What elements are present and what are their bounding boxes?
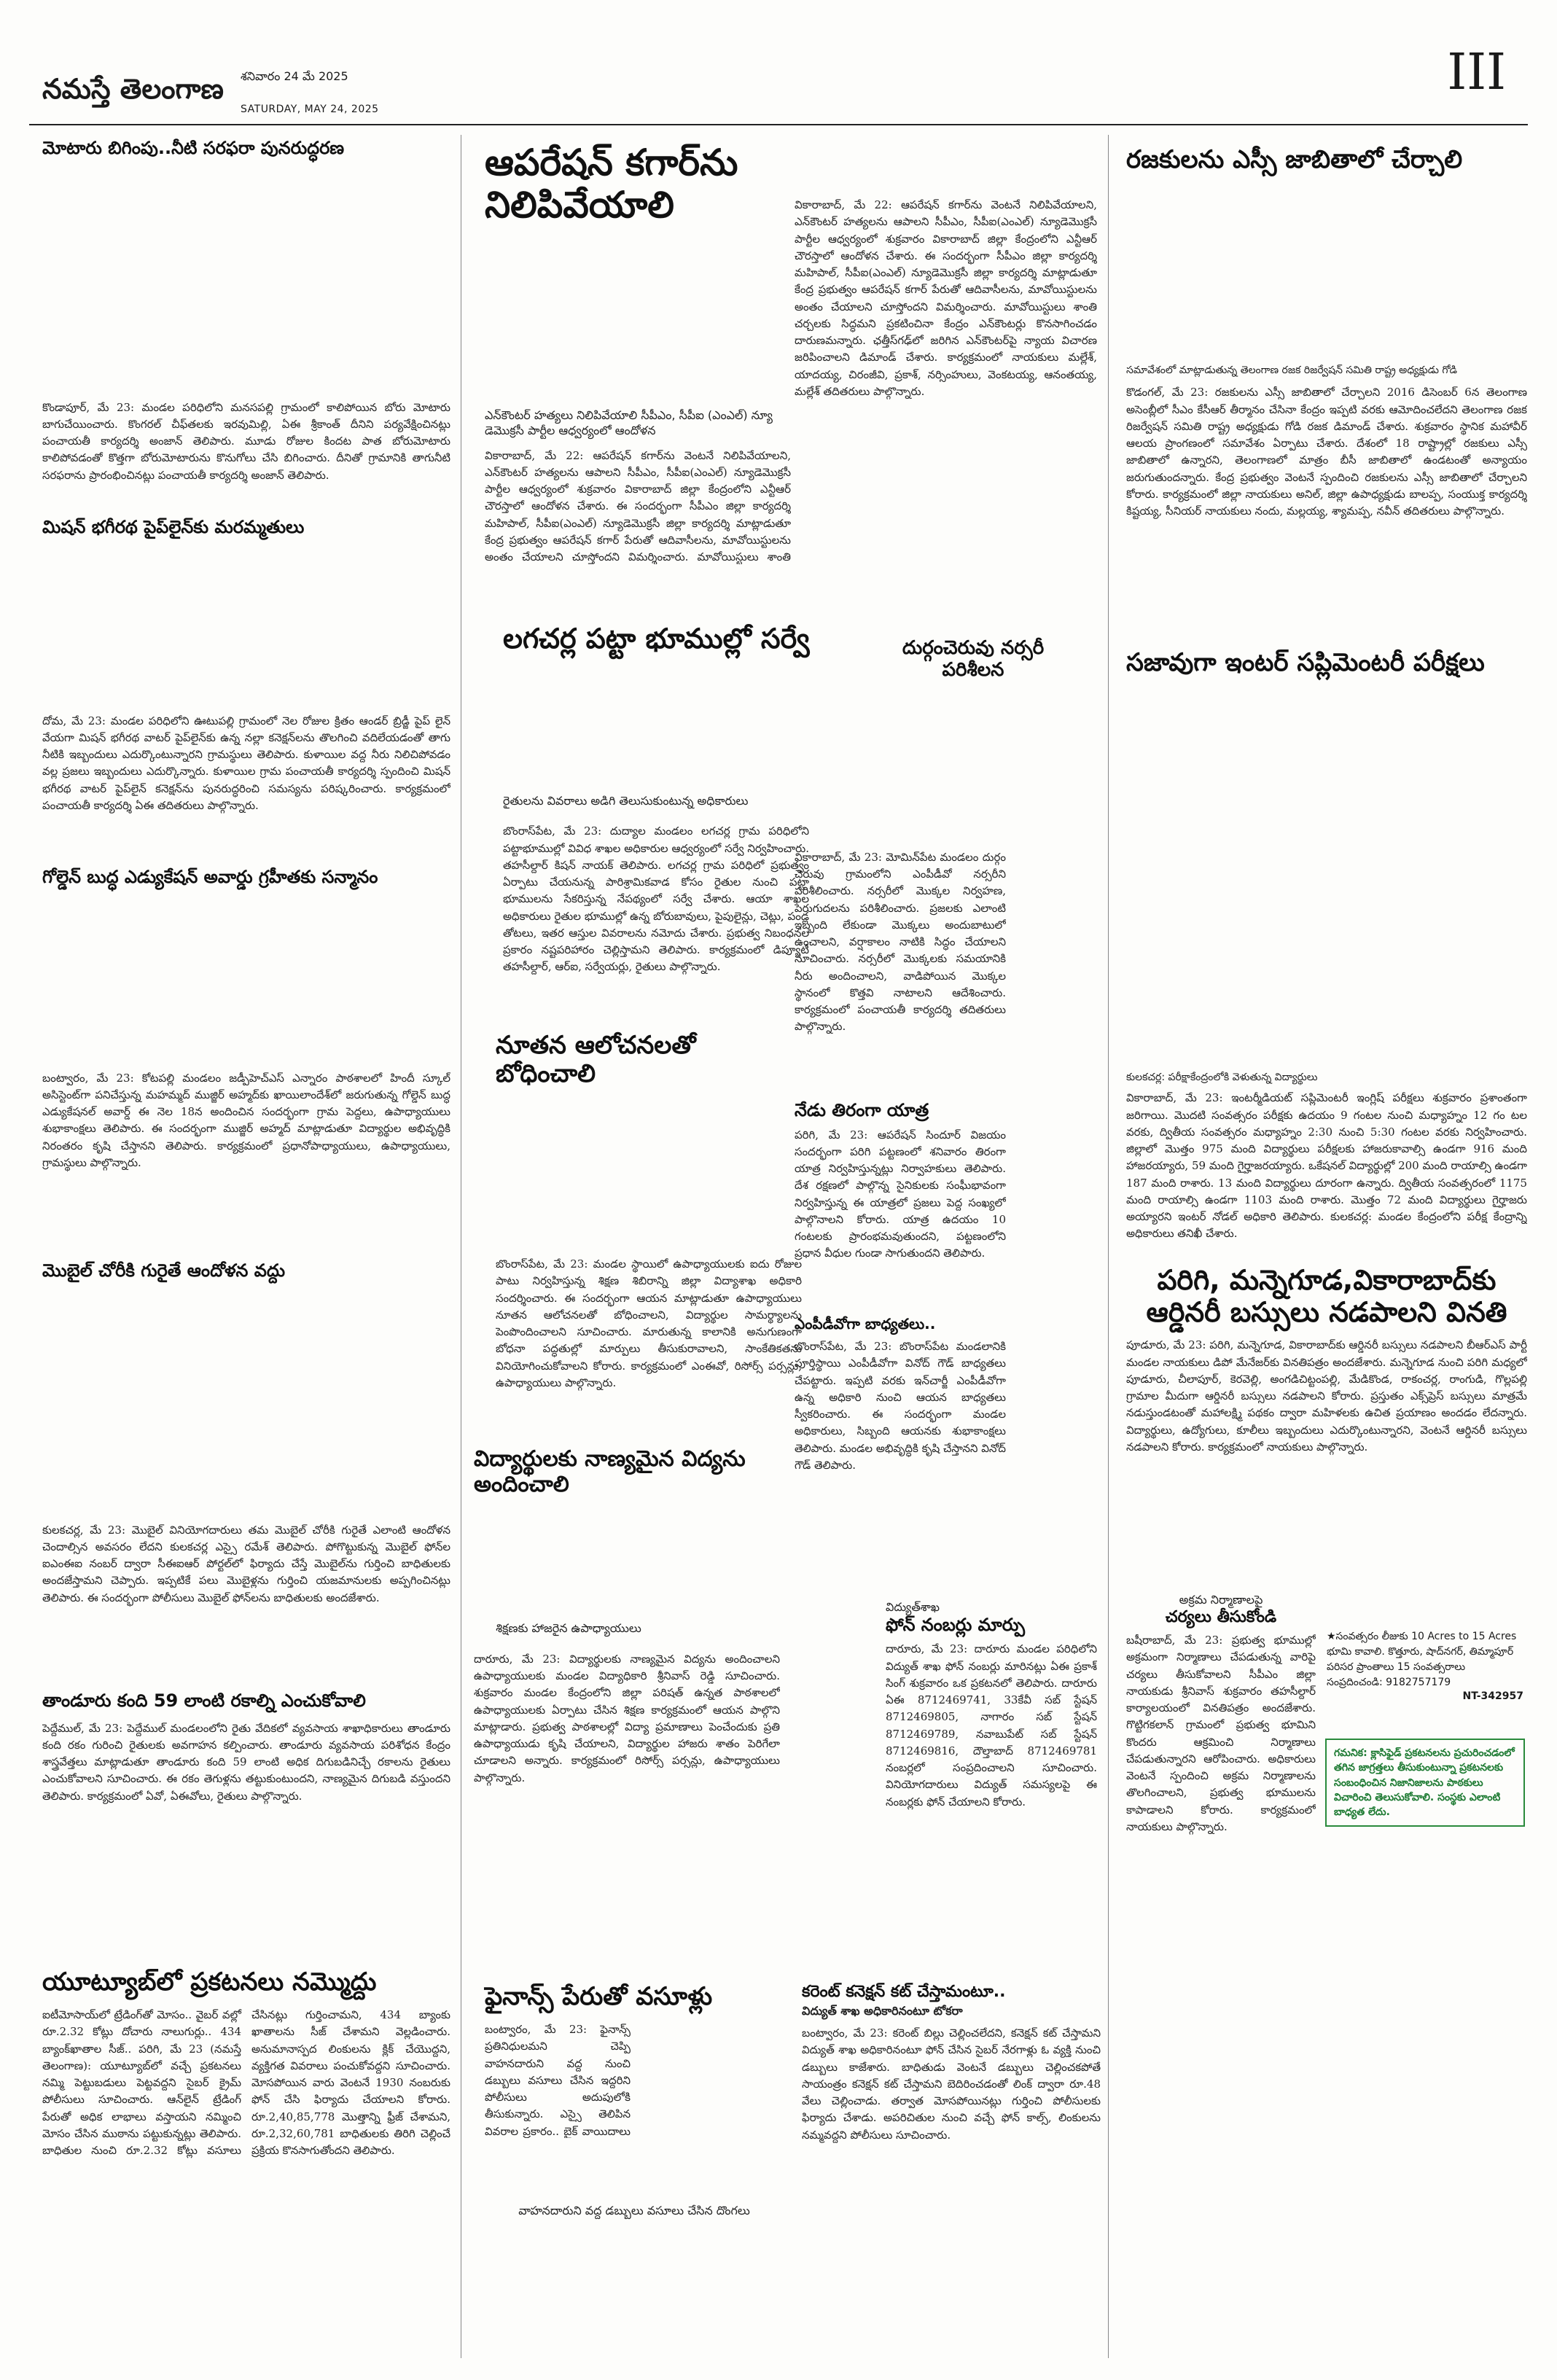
article-durgam-nursery [795, 638, 1086, 1061]
masthead-date-telugu: శనివారం 24 మే 2025 [241, 69, 348, 83]
article-mpdo-charge [795, 1316, 1006, 1586]
headline: పరిగి, మన్నెగూడ,వికారాబాద్‌కు ఆర్డినరీ బస్సులు నడపాలని వినతి [1146, 1264, 1507, 1328]
classified-ad [1327, 1629, 1523, 1702]
article-body: బొంరాస్‌పేట, మే 23: బొంరాస్‌పేట మండలానికి పూర్తిస్థాయి ఎంపీడీవోగా వినోద్‌ గౌడ్‌ బాధ్యతలు చేపట్టారు. ఇప్పటి వరకు ఇన్‌చార్జీ ఎంపీడీవోగా ఉన్న అధికారి నుంచి ఆయన బాధ్యతలు స్వీకరించారు. ఈ సందర్భంగా మండల అధికారులు, సిబ్బంది ఆయనకు శుభాకాంక్షలు తెలిపారు. మండల అభివృద్ధికి కృషి చేస్తానని వినోద్‌ గౌడ్‌ తెలిపారు. [795, 1340, 1006, 1472]
article-inter-supplementary-exams [1126, 649, 1527, 1301]
page-number: III [1447, 44, 1506, 101]
photo-caption: రైతులను వివరాలు అడిగి తెలుసుకుంటున్న అధికారులు [503, 793, 749, 808]
article-body: వికారాబాద్‌, మే 22: ఆపరేషన్‌ కగార్‌ను వెంటనే నిలిపివేయాలని, ఎన్‌కౌంటర్‌ హత్యలను ఆపాలని సీపీఎం, సీపీఐ(ఎంఎల్‌) న్యూడెమొక్రసీ పార్టీల ఆధ్వర్యంలో శుక్రవారం వికారాబాద్‌ జిల్లా కేంద్రంలోని ఎన్టీఆర్‌ చౌరస్తాలో ఆందోళన చేశారు. ఈ సందర్భంగా సీపీఎం జిల్లా కార్యదర్శి మహిపాల్‌, సీపీఐ(ఎంఎల్‌) న్యూడెమొక్రసీ జిల్లా కార్యదర్శి మాట్లాడుతూ కేంద్ర ప్రభుత్వం ఆపరేషన్‌ కగార్‌ పేరుతో ఆదివాసీలను, మావోయిస్టులను అంతం చేయాలని చూస్తోందని విమర్శించారు. మావోయిస్టులు శాంతి [485, 448, 791, 564]
headline: విద్యార్థులకు నాణ్యమైన విద్యను అందించాలి [474, 1446, 746, 1497]
article-new-ideas-teaching [496, 1031, 802, 1409]
article-body: వికారాబాద్‌, మే 23: మోమిన్‌పేట మండలం దుర్గం చెరువు గ్రామంలోని ఎంపీడీవో నర్సరీని పరిశీలించారు. నర్సరీలో మొక్కల నిర్వహణ, పెరుగుదలను పరిశీలించారు. ప్రజలకు ఎలాంటి ఇబ్బంది లేకుండా మొక్కలు అందుబాటులో ఉంచాలని, వర్షాకాలం నాటికి సిద్ధం చేయాలని సూచించారు. నర్సరీలో మొక్కలకు సమయానికి నీరు అందించాలని, వాడిపోయిన మొక్కల స్థానంలో కొత్తవి నాటాలని ఆదేశించారు. కార్యక్రమంలో పంచాయతీ కార్యదర్శి తదితరులు పాల్గొన్నారు. [795, 850, 1006, 1034]
headline: ఎంపీడీవోగా బాధ్యతలు.. [795, 1315, 936, 1333]
photo-caption: వాహనదారుని వద్ద డబ్బులు వసూలు చేసిన దొంగలు [518, 2204, 750, 2218]
photo-caption: కులకచర్ల: పరీక్షాకేంద్రంలోకి వెళుతున్న విద్యార్థులు [1126, 1072, 1318, 1084]
article-body: కొండాపూర్‌, మే 23: మండల పరిధిలోని మనసపల్లి గ్రామంలో కాలిపోయిన బోరు మోటారు బాగుచేయించారు. కొంగరల్‌ చీఫ్‌తలకు ఇరవుమిల్లి, ఏఈ శ్రీకాంత్‌ దీనిని పర్యవేక్షించినట్లు పంచాయతీ కార్యదర్శి అంజాన్‌ తెలిపారు. మూడు రోజుల కిందట పాత బోరుమోటారు కాలిపోవడంతో కొత్తగా బోరుమోటారును కొనుగోలు చేసి బిగించారు. దీనితో గ్రామానికి తాగునీటి సరఫరాను ప్రారంభించినట్లు పంచాయతీ కార్యదర్శి అంజాన్‌ తెలిపారు. [42, 400, 450, 482]
headline: చర్యలు తీసుకోండి [1165, 1607, 1277, 1626]
headline: లగచర్ల పట్టా భూముల్లో సర్వే [503, 623, 810, 655]
subheadline: విద్యుత్‌ శాఖ అధికారినంటూ టోకరా [802, 2004, 963, 2018]
article-body: ఐటీమోసాయ్‌లో ట్రేడింగ్‌తో మోసం.. వైబర్‌ వల్లో రూ.2.32 కోట్లు దోచారు నాలుగుర్లు.. 434 బ్యాంక్‌ఖాతాల సీజ్‌.. పరిగి, మే 23 (నమస్తే తెలంగాణ): యూట్యూబ్‌లో వచ్చే ప్రకటనలు నమ్మి పెట్టుబడులు పెట్టవద్దని సైబర్‌ క్రైమ్‌ పోలీసులు సూచించారు. ఆన్‌లైన్‌ ట్రేడింగ్‌ పేరుతో అధిక లాభాలు వస్తాయని నమ్మించి మోసం చేసిన ముఠాను పట్టుకున్నట్లు తెలిపారు. బాధితుల నుంచి రూ.2.32 కోట్లు వసూలు చేసినట్లు గుర్తించామని, 434 బ్యాంకు ఖాతాలను సీజ్‌ చేశామని వెల్లడించారు. అనుమానాస్పద లింకులను క్లిక్‌ చేయొద్దని, వ్యక్తిగత వివరాలు పంచుకోవద్దని సూచించారు. మోసపోయిన వారు వెంటనే 1930 నంబరుకు ఫోన్‌ చేసి ఫిర్యాదు చేయాలని కోరారు. రూ.2,40,85,778 మొత్తాన్ని ఫ్రీజ్‌ చేశామని, రూ.2,32,60,781 బాధితులకు తిరిగి చెల్లించే ప్రక్రియ కొనసాగుతోందని తెలిపారు. [42, 2008, 450, 2158]
article-phone-numbers-change [886, 1600, 1097, 1962]
headline: నేడు తిరంగా యాత్ర [795, 1100, 929, 1120]
headline: మిషన్‌ భగీరథ పైప్‌లైన్‌కు మరమ్మతులు [42, 517, 305, 537]
headline: మొబైల్‌ చోరీకి గురైతే ఆందోళన వద్దు [42, 1260, 286, 1281]
masthead-rule [29, 124, 1528, 125]
section-label: విద్యుత్‌శాఖ [886, 1600, 940, 1614]
article-take-action [1126, 1593, 1316, 1851]
headline: యూట్యూబ్‌లో ప్రకటనలు నమ్మొద్దు [42, 1967, 377, 1997]
disclaimer-text: గమనిక: క్లాసిఫైడ్‌ ప్రకటనలను ప్రచురించడంలో తగిన జాగ్రత్తలు తీసుకుంటున్నా ప్రకటనలకు సంబంధించిన నిజానిజాలను పాఠకులు విచారించి తెలుసుకోవాలి. సంస్థకు ఎలాంటి బాధ్యత లేదు. [1334, 1747, 1515, 1819]
headline: ఫైనాన్స్‌ పేరుతో వసూళ్లు [485, 1982, 713, 2011]
article-tandur-kandi [42, 1691, 450, 1903]
headline: ఆపరేషన్‌ కగార్‌ను నిలిపివేయాలి [485, 141, 738, 226]
masthead-logo: నమస్తే తెలంగాణ [42, 73, 224, 105]
article-current-connection-scam [802, 1983, 1101, 2346]
headline: ఫోన్‌ నంబర్లు మార్పు [886, 1614, 1025, 1635]
article-motor-repair [42, 138, 450, 523]
headline: గోల్డెన్‌ బుద్ధ ఎడ్యుకేషన్‌ అవార్డు గ్రహీతకు సన్మానం [42, 867, 378, 887]
photo-caption: శిక్షణకు హాజరైన ఉపాధ్యాయులు [496, 1621, 641, 1635]
article-youtube-ads [42, 1968, 450, 2357]
article-ordinary-buses [1126, 1265, 1527, 1519]
photo-caption: సమావేశంలో మాట్లాడుతున్న తెలంగాణ రజక రిజర్వేషన్‌ సమితి రాష్ట్ర అధ్యక్షుడు గోడి [1126, 364, 1457, 377]
article-body: బొంరాస్‌పేట, మే 23: దుద్యాల మండలం లగచర్ల గ్రామ పరిధిలోని పట్టాభూముల్లో వివిధ శాఖల అధికారుల ఆధ్వర్యంలో సర్వే నిర్వహించారు. తహసీల్దార్‌ కిషన్‌ నాయక్‌ తెలిపారు. లగచర్ల గ్రామ పరిధిలో ప్రభుత్వం ఏర్పాటు చేయనున్న పారిశ్రామికవాడ కోసం రైతుల నుంచి పట్టా భూములను సేకరిస్తున్న నేపథ్యంలో సర్వే చేశారు. ఆయా శాఖల అధికారులు రైతుల భూముల్లో ఉన్న బోరుబావులు, పైపులైన్లు, చెట్లు, పండ్ల తోటలు, ఇతర ఆస్తుల వివరాలను నమోదు చేశారు. ప్రభుత్వ నిబంధనల ప్రకారం నష్టపరిహారం చెల్లిస్తామని తెలిపారు. కార్యక్రమంలో డిప్యూటీ తహసీల్దార్‌, ఆర్‌ఐ, సర్వేయర్లు, రైతులు పాల్గొన్నారు. [503, 824, 809, 974]
article-body: దారూరు, మే 23: దారూరు మండల పరిధిలోని విద్యుత్‌ శాఖ ఫోన్‌ నంబర్లు మారినట్లు ఏఈ ప్రకాశ్‌ సింగ్‌ శుక్రవారం ఒక ప్రకటనలో తెలిపారు. దారూరు ఏఈ 8712469741, 33కేవీ సబ్‌ స్టేషన్‌ 8712469805, నాగారం సబ్‌ స్టేషన్‌ 8712469789, నవాబుపేట్‌ సబ్‌ స్టేషన్‌ 8712469816, దౌల్తాబాద్‌ 8712469781 నంబర్లలో సంప్రదించాలని సూచించారు. వినియోగదారులు విద్యుత్‌ సమస్యలపై ఈ నంబర్లకు ఫోన్‌ చేయాలని కోరారు. [886, 1642, 1097, 1809]
article-rajakulu-sc-list [1126, 146, 1527, 603]
article-body: కొడంగల్‌, మే 23: రజకులను ఎస్సీ జాబితాలో చేర్చాలని 2016 డిసెంబర్‌ 6న తెలంగాణ అసెంబ్లీలో సీఎం కేసీఆర్‌ తీర్మానం చేసినా కేంద్రం ఇప్పటి వరకు ఆమోదించలేదని తెలంగాణ రజక రిజర్వేషన్‌ సమితి రాష్ట్ర అధ్యక్షుడు గోడి రజక డిమాండ్‌ చేశారు. శుక్రవారం స్థానిక మహావీర్‌ ఆలయ ప్రాంగణంలో సమావేశం ఏర్పాటు చేశారు. దేశంలో 18 రాష్ట్రాల్లో రజకులు ఎస్సీ జాబితాలో ఉన్నారని, తెలంగాణలో మాత్రం బీసీ జాబితాలో ఉండటంతో అన్యాయం జరుగుతుందన్నారు. కేంద్ర ప్రభుత్వం వెంటనే స్పందించి రజకులను ఎస్సీ జాబితాలో చేర్చాలని కోరారు. కార్యక్రమంలో జిల్లా నాయకులు అనిల్‌, జిల్లా ఉపాధ్యక్షుడు బాలప్ప, సంయుక్త కార్యదర్శి కిష్టయ్య, సీనియర్‌ నాయకులు నందు, మల్లయ్య, శ్యామప్ప, నవీన్‌ తదితరులు పాల్గొన్నారు. [1126, 386, 1527, 518]
article-mission-bhagiratha [42, 518, 450, 859]
article-mobile-theft [42, 1261, 450, 1668]
article-golden-buddha-award [42, 867, 450, 1238]
masthead-date-english: SATURDAY, MAY 24, 2025 [241, 104, 379, 115]
headline: దుర్గంచెరువు నర్సరీ పరిశీలన [902, 637, 1045, 681]
article-body: దారూరు, మే 23: విద్యార్థులకు నాణ్యమైన విద్యను అందించాలని ఉపాధ్యాయులకు మండల విద్యాధికారి శ్రీనివాస్‌ రెడ్డి సూచించారు. శుక్రవారం మండల కేంద్రంలోని జిల్లా పరిషత్‌ ఉన్నత పాఠశాలలో ఉపాధ్యాయులకు ఏర్పాటు చేసిన శిక్షణ కార్యక్రమంలో ఆయన పాల్గొని మాట్లాడారు. ప్రభుత్వ పాఠశాలల్లో విద్యా ప్రమాణాలు పెంచేందుకు ప్రతి ఉపాధ్యాయుడు కృషి చేయాలని, విద్యార్థుల హాజరు శాతం పెరిగేలా చూడాలని అన్నారు. కార్యక్రమంలో రిసోర్స్‌ పర్సన్లు, ఉపాధ్యాయులు పాల్గొన్నారు. [474, 1652, 780, 1784]
article-body: కులకచర్ల, మే 23: మొబైల్‌ వినియోగదారులు తమ మొబైల్‌ చోరీకి గురైతే ఎలాంటి ఆందోళన చెందాల్సిన అవసరం లేదని కులకచర్ల ఎస్సై రమేశ్‌ తెలిపారు. పోగొట్టుకున్న మొబైల్‌ ఫోన్‌ల ఐఎంఈఐ నంబర్‌ ద్వారా సీఈఐఆర్‌ పోర్టల్‌లో ఫిర్యాదు చేస్తే మొబైల్‌ను గుర్తించి బాధితులకు అందజేస్తామని చెప్పారు. ఇప్పటికే పలు మొబైళ్లను గుర్తించి యజమానులకు అప్పగించినట్లు తెలిపారు. ఈ సందర్భంగా పోలీసులు మొబైల్‌ ఫోన్‌లను బాధితులకు అందజేశారు. [42, 1523, 450, 1604]
disclaimer-notice [1325, 1739, 1525, 1827]
photo-caption: ఎన్‌కౌంటర్‌ హత్యలు నిలిపివేయాలి సీపీఎం, సీపీఐ (ఎంఎల్‌) న్యూ డెమొక్రసీ పార్టీల ఆధ్వర్యంలో ఆందోళన [485, 408, 773, 437]
article-finance-scam [485, 1983, 784, 2219]
article-body: పరిగి, మే 23: ఆపరేషన్‌ సిందూర్‌ విజయం సందర్భంగా పరిగి పట్టణంలో శనివారం తిరంగా యాత్ర నిర్వహిస్తున్నట్లు నిర్వాహకులు తెలిపారు. దేశ రక్షణలో పాల్గొన్న సైనికులకు సంఘీభావంగా నిర్వహిస్తున్న ఈ యాత్రలో ప్రజలు పెద్ద సంఖ్యలో పాల్గొనాలని కోరారు. యాత్ర ఉదయం 10 గంటలకు ప్రారంభమవుతుందని, పట్టణంలోని ప్రధాన వీధుల గుండా సాగుతుందని తెలిపారు. [795, 1128, 1006, 1260]
headline: తాండూరు కంది 59 లాంటి రకాల్ని ఎంచుకోవాలి [42, 1690, 366, 1711]
headline: రజకులను ఎస్సీ జాబితాలో చేర్చాలి [1126, 145, 1463, 174]
article-body: దోమ, మే 23: మండల పరిధిలోని ఊటుపల్లి గ్రామంలో నెల రోజుల క్రితం ఆండర్‌ బ్రిడ్జీ పైప్‌ లైన్‌ వేయగా మిషన్‌ భగీరథ వాటర్‌ పైప్‌లైన్‌కు ఉన్న నల్లా కనెక్షన్‌లను తొలగించి వదిలేయడంతో తాగు నీటికి ఇబ్బందులు ఎదుర్కొంటున్నారని గ్రామస్థులు తెలిపారు. కుళాయిల వద్ద నీరు నిలిచిపోవడం వల్ల ప్రజలు ఇబ్బందులు ఎదుర్కొన్నారు. కుళాయిల గ్రామ పంచాయతీ కార్యదర్శి స్పందించి మిషన్‌ భగీరథ వాటర్‌ పైప్‌లైన్‌ కనెక్షన్‌ను పునరుద్ధరించి సమస్యను పరిష్కరించారు. కార్యక్రమంలో పంచాయతీ కార్యదర్శి ఏఈ తదితరులు పాల్గొన్నారు. [42, 714, 450, 812]
classified-text: ★సంవత్సరం లీజుకు 10 Acres to 15 Acres భూమి కావాలి. కొత్తూరు, షాద్‌నగర్‌, తిమ్మాపూర్‌ పరిసర ప్రాంతాలు 15 సంవత్సరాలు సంప్రదించండి: 9182757179 [1327, 1631, 1517, 1688]
article-body: వికారాబాద్‌, మే 23: ఇంటర్మీడియట్‌ సప్లిమెంటరీ ఇంగ్లిష్‌ పరీక్షలు శుక్రవారం ప్రశాంతంగా జరిగాయి. మొదటి సంవత్సరం పరీక్షకు ఉదయం 9 గంటల నుంచి మధ్యాహ్నం 12 గం టల వరకు, ద్వితీయ సంవత్సరం మధ్యాహ్నం 2:30 నుంచి 5:30 గంటల వరకు నిర్వహించారు. జిల్లాలో మొత్తం 975 మంది విద్యార్థులు పరీక్షలకు హాజరుకావాల్సి ఉండగా 916 మంది హాజరయ్యారు, 59 మంది గైర్హాజరయ్యారు. ఒకేషనల్‌ విద్యార్థుల్లో 200 మంది రాయాల్సి ఉండగా 187 మంది రాశారు. 13 మంది విద్యార్థులు దూరంగా ఉన్నారు. ద్వితీయ సంవత్సరంలో 1175 మంది రాయాల్సి ఉండగా 1103 మంది రాశారు. మొత్తం 72 మంది విద్యార్థులు గైర్హాజరు అయ్యారని ఇంటర్‌ నోడల్‌ అధికారి తెలిపారు. కులకచర్ల: మండల కేంద్రంలోని పరీక్ష కేంద్రాన్ని అధికారులు తనిఖీ చేశారు. [1126, 1091, 1527, 1241]
column-divider [1108, 135, 1109, 2358]
article-body: పూడూరు, మే 23: పరిగి, మన్నెగూడ, వికారాబాద్‌కు ఆర్డినరీ బస్సులు నడపాలని బీఆర్‌ఎస్‌ పార్టీ మండల నాయకులు డిపో మేనేజర్‌కు వినతిపత్రం అందజేశారు. మన్నెగూడ నుంచి పరిగి మధ్యలో పూడూరు, చీలాపూర్‌, కెరవెల్లి, అంగడిచిట్టంపల్లి, మేడికొండ, రాకంచర్ల, రాంగుడి, గొల్లపల్లి గ్రామాల మీదుగా ఆర్డినరీ బస్సులు నడపాలని కోరారు. ప్రస్తుతం ఎక్స్‌ప్రెస్‌ బస్సులు మాత్రమే నడుస్తుండటంతో మహాలక్ష్మి పథకం ద్వారా మహిళలకు ఉచిత ప్రయాణం అందడం లేదన్నారు. విద్యార్థులు, ఉద్యోగులు, కూలీలు ఇబ్బందులు ఎదుర్కొంటున్నారని, వెంటనే ఆర్డినరీ బస్సులు నడపాలని కోరారు. కార్యక్రమంలో నాయకులు పాల్గొన్నారు. [1126, 1338, 1527, 1454]
article-body: పెద్దేముల్‌, మే 23: పెద్దేముల్‌ మండలంలోని రైతు వేదికలో వ్యవసాయ శాఖాధికారులు తాండూరు కంది రకం గురించి రైతులకు అవగాహన కల్పించారు. తాండూరు వ్యవసాయ పరిశోధన కేంద్రం శాస్త్రవేత్తలు మాట్లాడుతూ తాండూరు కంది 59 లాంటి అధిక దిగుబడినిచ్చే రకాలను రైతులు ఎంచుకోవాలని సూచించారు. ఈ రకం తెగుళ్లను తట్టుకుంటుందని, నాణ్యమైన దిగుబడి వస్తుందని తెలిపారు. కార్యక్రమంలో ఏవో, ఏఈవోలు, రైతులు పాల్గొన్నారు. [42, 1721, 450, 1803]
article-body: బషీరాబాద్‌, మే 23: ప్రభుత్వ భూముల్లో అక్రమంగా నిర్మాణాలు చేపడుతున్న వారిపై చర్యలు తీసుకోవాలని సీపీఎం జిల్లా నాయకుడు శ్రీనివాస్‌ శుక్రవారం తహసీల్దార్‌ కార్యాలయంలో వినతిపత్రం అందజేశారు. గొట్టిగకలాన్‌ గ్రామంలో ప్రభుత్వ భూమిని కొందరు ఆక్రమించి నిర్మాణాలు చేపడుతున్నారని ఆరోపించారు. అధికారులు వెంటనే స్పందించి అక్రమ నిర్మాణాలను తొలగించాలని, ప్రభుత్వ భూములను కాపాడాలని కోరారు. కార్యక్రమంలో నాయకులు పాల్గొన్నారు. [1126, 1634, 1316, 1833]
classified-code: NT-342957 [1462, 1690, 1523, 1702]
subheadline: అక్రమ నిర్మాణాలపై [1179, 1593, 1263, 1607]
article-body: బంట్వారం, మే 23: ఫైనాన్స్‌ ప్రతినిధులమని చెప్పి వాహనదారుని వద్ద నుంచి డబ్బులు వసూలు చేసిన ఇద్దరిని పోలీసులు అదుపులోకి తీసుకున్నారు. ఎస్సై తెలిపిన వివరాల ప్రకారం.. బైక్‌ వాయిదాలు [485, 2023, 631, 2138]
article-body-continued: వికారాబాద్‌, మే 22: ఆపరేషన్‌ కగార్‌ను వెంటనే నిలిపివేయాలని, ఎన్‌కౌంటర్‌ హత్యలను ఆపాలని సీపీఎం, సీపీఐ(ఎంఎల్‌) న్యూడెమొక్రసీ పార్టీల ఆధ్వర్యంలో శుక్రవారం వికారాబాద్‌ జిల్లా కేంద్రంలోని ఎన్టీఆర్‌ చౌరస్తాలో ఆందోళన చేశారు. ఈ సందర్భంగా సీపీఎం జిల్లా కార్యదర్శి మహిపాల్‌, సీపీఐ(ఎంఎల్‌) న్యూడెమొక్రసీ జిల్లా కార్యదర్శి మాట్లాడుతూ కేంద్ర ప్రభుత్వం ఆపరేషన్‌ కగార్‌ పేరుతో ఆదివాసీలను, మావోయిస్టులను అంతం చేయాలని చూస్తోందని విమర్శించారు. మావోయిస్టులు శాంతి చర్చలకు సిద్ధమని ప్రకటించినా కేంద్రం ఎన్‌కౌంటర్లు కొనసాగించడం దారుణమన్నారు. ఛత్తీస్‌గఢ్‌లో జరిగిన ఎన్‌కౌంటర్‌పై న్యాయ విచారణ జరిపించాలని డిమాండ్‌ చేశారు. కార్యక్రమంలో నాయకులు మల్లేశ్‌, యాదయ్య, చిరంజీవి, ప్రకాశ్‌, నర్సింహులు, వెంకటయ్య, ఆనంతయ్య, మల్లేశ్‌ తదితరులు పాల్గొన్నారు. [795, 198, 1097, 398]
article-body: బంట్వారం, మే 23: కరెంట్‌ బిల్లు చెల్లించలేదని, కనెక్షన్‌ కట్‌ చేస్తామని విద్యుత్‌ శాఖ అధికారినంటూ ఫోన్‌ చేసిన సైబర్‌ నేరగాళ్లు ఓ వ్యక్తి నుంచి డబ్బులు కాజేశారు. బాధితుడు వెంటనే డబ్బులు చెల్లించకపోతే సాయంత్రం కనెక్షన్‌ కట్‌ చేస్తామని బెదిరించడంతో లింక్‌ ద్వారా రూ.48 వేలు చెల్లించాడు. తర్వాత మోసపోయినట్లు గుర్తించి పోలీసులకు ఫిర్యాదు చేశాడు. అపరిచితుల నుంచి వచ్చే ఫోన్‌ కాల్స్‌, లింకులను నమ్మవద్దని పోలీసులు సూచించారు. [802, 2026, 1101, 2142]
article-body: బొంరాస్‌పేట, మే 23: మండల స్థాయిలో ఉపాధ్యాయులకు ఐదు రోజుల పాటు నిర్వహిస్తున్న శిక్షణ శిబిరాన్ని జిల్లా విద్యాశాఖ అధికారి సందర్శించారు. ఈ సందర్భంగా ఆయన మాట్లాడుతూ ఉపాధ్యాయులు నూతన ఆలోచనలతో బోధించాలని, విద్యార్థుల సామర్థ్యాలను పెంపొందించాలని సూచించారు. మారుతున్న కాలానికి అనుగుణంగా బోధనా పద్ధతుల్లో మార్పులు తీసుకురావాలని, సాంకేతికతను వినియోగించుకోవాలని కోరారు. కార్యక్రమంలో ఎంఈవో, రిసోర్స్‌ పర్సన్లు, ఉపాధ్యాయులు పాల్గొన్నారు. [496, 1257, 802, 1389]
headline: మోటారు బిగింపు..నీటి సరఫరా పునరుద్ధరణ [42, 138, 345, 158]
article-body: బంట్వారం, మే 23: కోటపల్లి మండలం జడ్పీహెచ్‌ఎస్‌ ఎన్నారం పాఠశాలలో హిందీ స్కూల్‌ అసిస్టెంట్‌గా పనిచేస్తున్న మహమ్మద్‌ ముజ్జిర్‌ అహ్మద్‌కు ఖాయిలాందేశ్‌లో జరుగుతున్న గోల్డెన్‌ బుద్ధ ఎడ్యుకేషనల్‌ అవార్డ్‌ ఈ నెల 18న అందించిన సందర్భంగా గ్రామ పెద్దలు, ఉపాధ్యాయులు శుభాకాంక్షలు తెలిపారు. ఈ సందర్భంగా ముజ్జిర్‌ అహ్మద్‌ మాట్లాడుతూ విద్యార్థుల అభివృద్ధికి నిరంతరం కృషి చేస్తానని తెలిపారు. కార్యక్రమంలో ప్రధానోపాధ్యాయులు, ఉపాధ్యాయులు, గ్రామస్థులు పాల్గొన్నారు. [42, 1071, 450, 1169]
headline: సజావుగా ఇంటర్‌ సప్లిమెంటరీ పరీక్షలు [1126, 648, 1485, 677]
headline: నూతన ఆలోచనలతో బోధించాలి [496, 1031, 696, 1089]
article-quality-education [474, 1447, 802, 1841]
article-tiranga-yatra [795, 1101, 1006, 1302]
headline: కరెంట్‌ కనెక్షన్‌ కట్‌ చేస్తామంటూ.. [802, 1983, 1006, 2001]
